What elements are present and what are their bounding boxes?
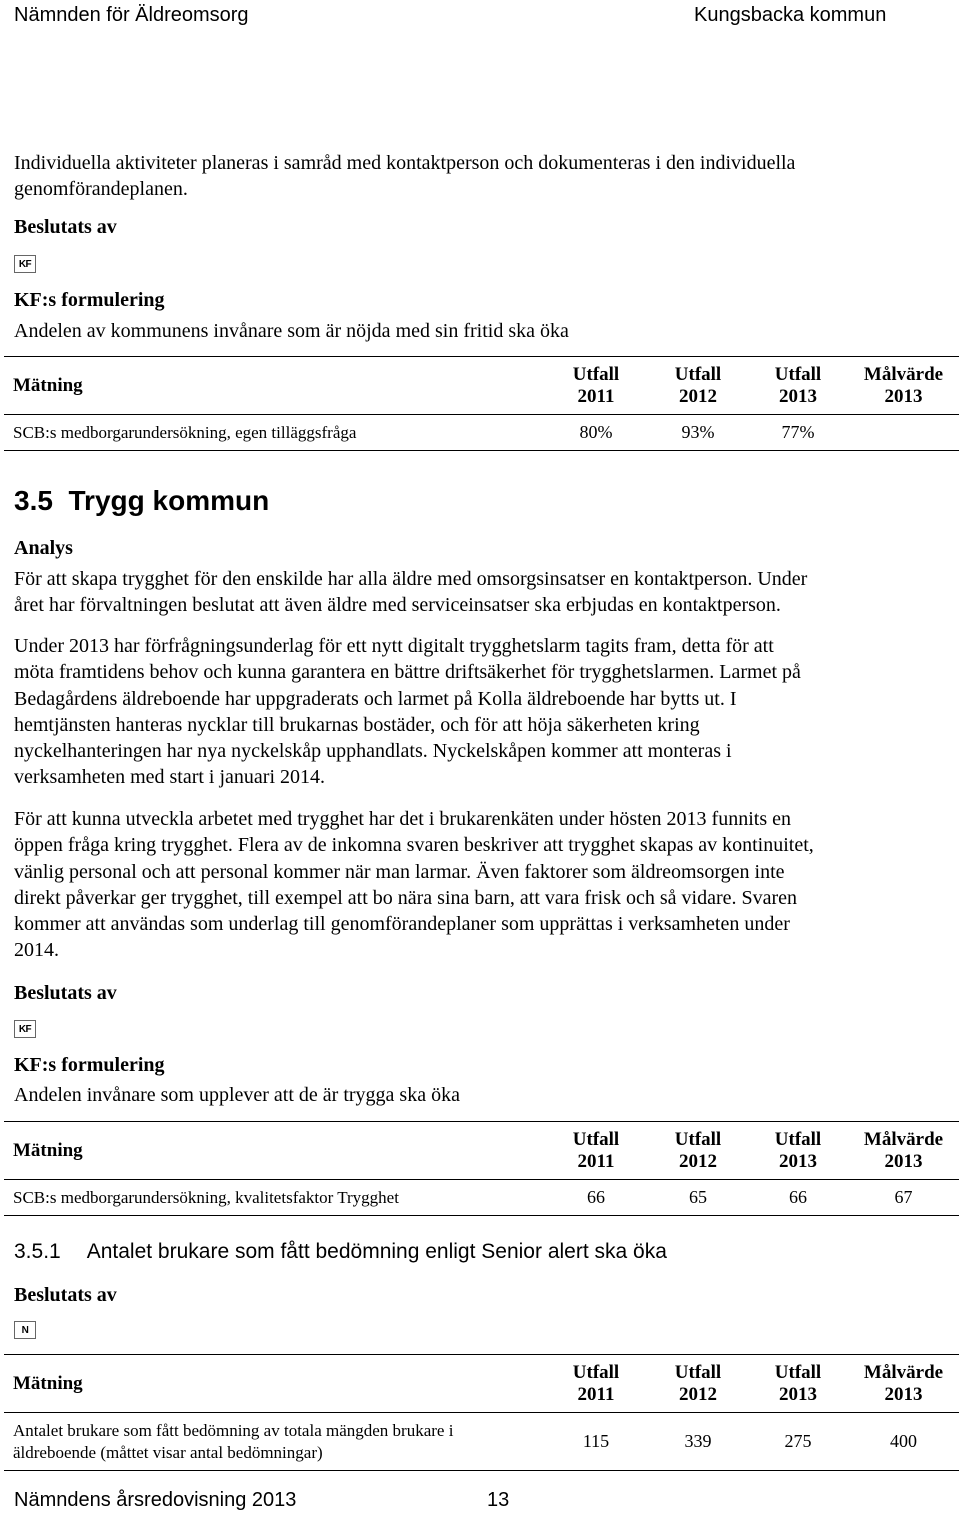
cell-2013: 66 [789,1187,807,1207]
cell-target [848,415,959,451]
header-outcome-2011: Utfall 2011 [572,363,620,407]
header-target-2013: Målvärde 2013 [863,363,944,407]
kf-icon: KF [14,255,36,273]
cell-2011: 80% [579,422,613,442]
decided-by-heading: Beslutats av [14,982,117,1004]
header-outcome-2012: Utfall 2012 [674,363,722,407]
row-label: SCB:s medborgarundersökning, egen tilläggsfråga [13,422,357,442]
n-icon: N [14,1321,36,1339]
header-outcome-2013: Utfall 2013 [774,1128,822,1172]
cell-2011: 115 [582,1431,610,1451]
header-outcome-2013: Utfall 2013 [774,363,822,407]
header-measurement: Mätning [13,374,83,396]
table-row [4,1180,959,1216]
analysis-paragraph-1: För att skapa trygghet för den enskilde har alla äldre med omsorgsinsatser en kontaktperson. Under året har förvaltningen beslutat att även äldre med serviceinsatser ska erbjudas en kontaktperson. [14,568,808,617]
cell-2012: 65 [689,1187,707,1207]
cell-2013: 275 [784,1431,812,1451]
subsection-heading: 3.5.1 Antalet brukare som fått bedömning enligt Senior alert ska öka [14,1240,667,1263]
header-measurement: Mätning [13,1139,83,1161]
cell-2012: 339 [684,1431,712,1451]
header-outcome-2012: Utfall 2012 [674,1128,722,1172]
measurement-table-3 [4,1354,959,1471]
header-measurement: Mätning [13,1372,83,1394]
header-outcome-2012: Utfall 2012 [674,1361,722,1405]
header-outcome-2013: Utfall 2013 [774,1361,822,1405]
cell-target: 67 [894,1187,913,1207]
header-target-2013: Målvärde 2013 [863,1128,944,1172]
measurement-table-1 [4,356,959,451]
cell-2013: 77% [781,422,815,442]
footer-title: Nämndens årsredovisning 2013 [14,1489,297,1511]
decided-by-heading: Beslutats av [14,1284,117,1306]
header-left: Nämnden för Äldreomsorg [14,4,249,26]
kf-formulation-heading: KF:s formulering [14,289,165,311]
analysis-paragraph-2: Under 2013 har förfrågningsunderlag för ett nytt digitalt trygghetslarm tagits fram, detta för att möta framtidens behov och kunna garantera en bättre driftsäkerhet för trygghetslarmen. Larmet på Bedagårdens äldreboende har uppgraderats och larmet på Kolla äldreboende har bytts ut. I hemtjänsten hanteras nycklar till brukarnas bostäder, och för att höja säkerheten kring nyckelhanteringen har nya nyckelskåp upphandlats. Nyckelskåpen kommer att monteras i verksamheten med start i januari 2014. [14,635,801,789]
header-outcome-2011: Utfall 2011 [572,1128,620,1172]
cell-2011: 66 [587,1187,605,1207]
cell-target: 400 [890,1431,917,1451]
analysis-heading: Analys [14,537,73,559]
kf-icon: KF [14,1020,36,1038]
measurement-table-2 [4,1121,959,1216]
section-heading: 3.5 Trygg kommun [14,485,270,516]
analysis-paragraph-3: För att kunna utveckla arbetet med trygghet har det i brukarenkäten under hösten 2013 funnits en öppen fråga kring trygghet. Flera av de inkomna svaren beskriver att trygghet skapas av kontinuitet, vänlig personal och att personal kommer när man larmar. Även faktorer som äldreomsorgen inte direkt påverkar ger trygghet, till exempel att bo nära sina barn, att vara frisk och så vidare. Svaren kommer att användas som underlag till genomförandeplaner som upprättas i verksamheten under 2014. [14,808,814,962]
intro-paragraph: Individuella aktiviteter planeras i samråd med kontaktperson och dokumenteras i den individuella genomförandeplanen. [14,152,796,201]
header-outcome-2011: Utfall 2011 [572,1361,620,1405]
header-target-2013: Målvärde 2013 [863,1361,944,1405]
kf-formulation-text: Andelen invånare som upplever att de är trygga ska öka [14,1084,460,1106]
table-row [4,1413,959,1471]
kf-formulation-heading: KF:s formulering [14,1054,165,1076]
kf-formulation-text: Andelen av kommunens invånare som är nöjda med sin fritid ska öka [14,320,569,342]
header-right: Kungsbacka kommun [694,4,887,26]
page-number: 13 [487,1489,510,1511]
decided-by-heading: Beslutats av [14,216,117,238]
table-row [4,415,959,451]
cell-2012: 93% [681,422,715,442]
row-label: Antalet brukare som fått bedömning av totala mängden brukare i äldreboende (måttet visar antal bedömningar) [13,1420,454,1462]
row-label: SCB:s medborgarundersökning, kvalitetsfaktor Trygghet [13,1187,399,1207]
